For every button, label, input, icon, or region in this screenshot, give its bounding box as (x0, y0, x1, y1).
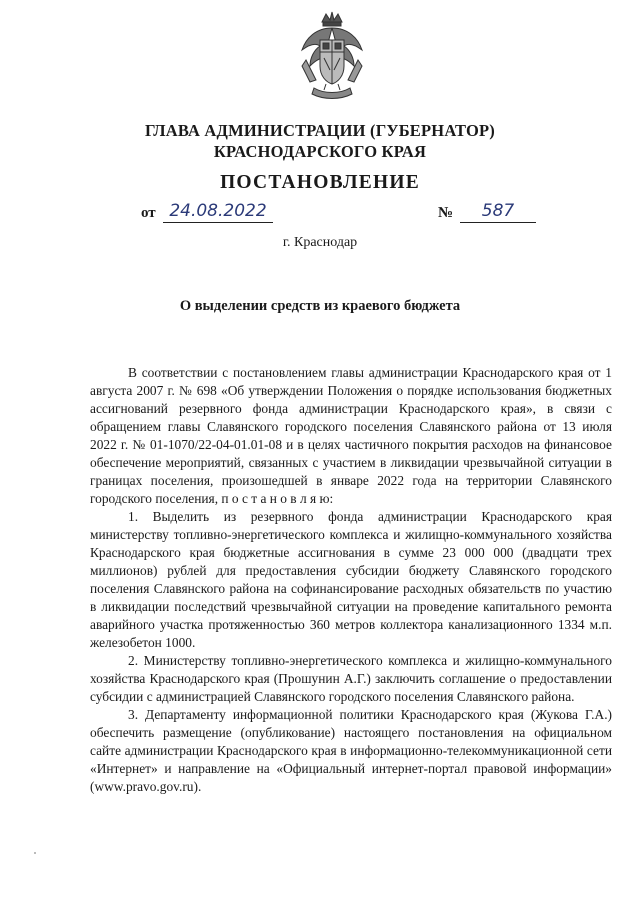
document-type-title: ПОСТАНОВЛЕНИЕ (220, 172, 420, 193)
krasnodar-coat-of-arms-icon (296, 10, 368, 102)
date-label: от (141, 205, 156, 221)
number-value: 587 (460, 200, 536, 223)
document-subject: О выделении средств из краевого бюджета (179, 298, 461, 314)
date-number-row (0, 200, 640, 226)
city-name: г. Краснодар (282, 235, 358, 250)
document-body (90, 364, 612, 796)
org-title-line-2: КРАСНОДАРСКОГО КРАЯ (213, 142, 427, 161)
org-title-line-1: ГЛАВА АДМИНИСТРАЦИИ (ГУБЕРНАТОР) (145, 121, 495, 140)
scan-mark (34, 852, 36, 854)
number-label: № (438, 205, 454, 221)
preamble-paragraph: В соответствии с постановлением главы администрации Краснодарского края от 1 августа 2007 г. № 698 «Об утверждении Положения о порядке использования бюджетных ассигнований резервного фонда администрации Краснодарского края», в связи с обращением главы Славянского городского поселения Славянского района от 13 июля 2022 г. № 01-1070/22-04-01.01-08 и в целях частичного покрытия расходов на финансовое обеспечение мероприятий, связанных с участием в ликвидации чрезвычайной ситуации в границах поселения, произошедшей в январе 2022 года на территории Славянского городского поселения, п о с т а н о в л я ю: (90, 365, 612, 506)
clause-3-paragraph: 3. Департаменту информационной политики Краснодарского края (Жукова Г.А.) обеспечить размещение (опубликование) настоящего постановления на официальном сайте администрации Краснодарского края в информационно-телекоммуникационной сети «Интернет» и направление на «Официальный интернет-портал правовой информации» (www.pravo.gov.ru). (90, 707, 612, 794)
clause-1-paragraph: 1. Выделить из резервного фонда администрации Краснодарского края министерству топливно-энергетического комплекса и жилищно-коммунального хозяйства Краснодарского края бюджетные ассигнования в сумме 23 000 000 (двадцати трех миллионов) рублей для предоставления субсидии бюджету Славянского городского поселения Славянского района на софинансирование расходных обязательств по участию в ликвидации последствий чрезвычайной ситуации на проведение капитального ремонта аварийного участка протяженностью 360 метров коллектора канализационного 1334 м.п. железобетон 1000. (90, 509, 612, 650)
date-value: 24.08.2022 (163, 200, 273, 223)
clause-2-paragraph: 2. Министерству топливно-энергетического комплекса и жилищно-коммунального хозяйства Краснодарского края (Прошунин А.Г.) заключить соглашение о предоставлении субсидии с администрацией Славянского городского поселения Славянского района. (90, 653, 612, 704)
